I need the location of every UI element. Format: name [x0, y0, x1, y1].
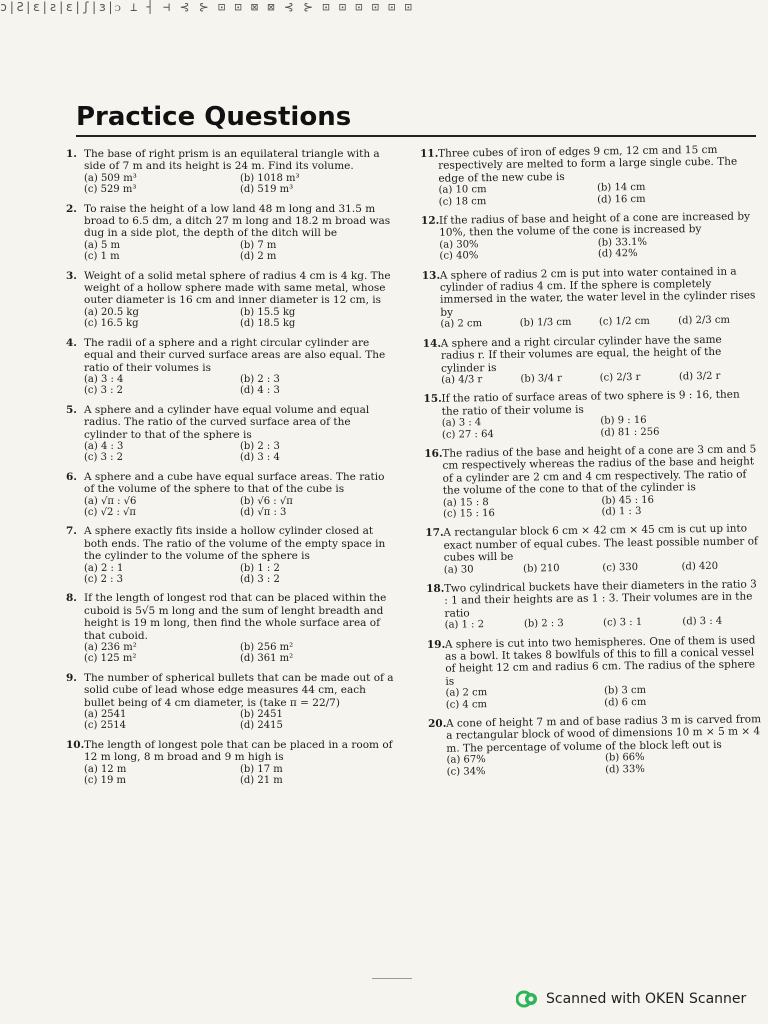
page-title: Practice Questions	[76, 102, 352, 132]
question-stem	[422, 265, 758, 319]
question-text: Two cylindrical buckets have their diameters in the ratio 3 : 1 and their heights are as 1 : 3. Their volumes are in the ratio	[444, 578, 757, 620]
question-number: 3.	[66, 269, 77, 282]
answer-options	[421, 181, 756, 208]
answer-option: (d) 81 : 256	[600, 426, 660, 439]
question-text: A sphere and a cylinder have equal volume and equal radius. The ratio of the curved surface area of the cylinder to that of the sphere is	[84, 403, 370, 441]
answer-options	[424, 413, 759, 440]
answer-options	[66, 764, 396, 787]
question-number: 15.	[423, 393, 442, 406]
answer-option: (b) 14 cm	[597, 182, 646, 194]
answer-option: (b) 3 cm	[604, 685, 647, 697]
question-item	[66, 404, 396, 464]
question-item	[66, 471, 396, 519]
question-item	[66, 525, 396, 585]
answer-options	[428, 751, 763, 778]
answer-option: (a) 10 cm	[438, 184, 487, 196]
answer-option: (b) 2451	[240, 709, 283, 721]
scanner-label: Scanned with OKEN Scanner	[546, 991, 747, 1007]
question-text: The radius of the base and height of a cone are 3 cm and 5 cm respectively whereas the radius of the base and height of a cylinder are 2 cm and 4 cm respectively. The ratio of the volume of the cone to that of the cylinder is	[442, 443, 757, 497]
answer-option: (c) 125 m²	[84, 653, 137, 665]
question-item	[66, 592, 396, 664]
answer-options	[66, 240, 396, 263]
answer-option: (c) 34%	[446, 765, 486, 778]
answer-option: (a) 2 cm	[440, 318, 483, 331]
question-item	[428, 713, 764, 778]
question-text: A rectangular block 6 cm × 42 cm × 45 cm is cut up into exact number of equal cubes. The least possible number of cubes will be	[443, 522, 758, 564]
answer-options	[66, 496, 396, 519]
question-text: A sphere exactly fits inside a hollow cylinder closed at both ends. The ratio of the volume of the empty space in the cylinder to the volume of the sphere is	[84, 525, 386, 563]
answer-option: (d) 18.5 kg	[240, 318, 296, 330]
answer-option: (a) 4 : 3	[84, 440, 124, 452]
question-number: 9.	[66, 671, 77, 684]
question-number: 8.	[66, 592, 77, 605]
answer-option: (d) 33%	[605, 763, 645, 776]
answer-option: (d) 420	[681, 560, 719, 572]
question-stem	[66, 270, 396, 307]
question-stem	[424, 443, 760, 497]
answer-option: (c) 18 cm	[438, 195, 487, 208]
answer-option: (d) 361 m²	[240, 653, 294, 665]
answer-options	[66, 709, 396, 732]
question-item	[423, 333, 759, 386]
answer-option: (d) 42%	[597, 248, 638, 260]
answer-option: (a) 67%	[446, 754, 486, 766]
answer-option: (a) 509 m³	[84, 172, 137, 184]
question-item	[66, 203, 396, 263]
answer-options	[66, 642, 396, 665]
question-item	[424, 443, 760, 520]
answer-option: (d) √π : 3	[240, 506, 287, 518]
question-text: Three cubes of iron of edges 9 cm, 12 cm and 15 cm respectively are melted to form a large single cube. The edge of the new cube is	[437, 143, 738, 185]
answer-option: (d) 519 m³	[240, 184, 294, 196]
answer-option: (c) 3 : 2	[84, 452, 124, 464]
question-stem	[66, 203, 396, 240]
answer-option: (b) 7 m	[240, 239, 277, 251]
answer-option: (d) 3/2 r	[678, 370, 721, 383]
answer-option: (c) 27 : 64	[441, 428, 494, 441]
answer-options	[428, 684, 763, 711]
question-text: Weight of a solid metal sphere of radius 4 cm is 4 kg. The weight of a hollow sphere made with same metal, whose outer diameter is 16 cm and inner diameter is 12 cm, is	[84, 269, 391, 307]
answer-option: (b) 45 : 16	[601, 494, 655, 507]
question-number: 13.	[421, 269, 441, 282]
question-item	[426, 578, 762, 631]
answer-option: (a) 2 cm	[445, 687, 488, 699]
answer-option: (c) 1 m	[84, 251, 120, 263]
question-text: The length of longest pole that can be placed in a room of 12 m long, 8 m broad and 9 m high is	[84, 738, 393, 764]
answer-option: (b) 256 m²	[240, 642, 294, 654]
answer-option: (d) 4 : 3	[240, 385, 280, 397]
answer-option: (a) 5 m	[84, 239, 120, 251]
header-strip: ɔ|Ƨ|ɛ|ƨ|ɛ|ʃ|ɜ|ᴐ ⊥ ┤ ⊣ ⊰ ⊱ ⊡ ⊡ ⊠ ⊠ ⊰ ⊱ ⊡ ⊡ ⊡ ⊡ ⊡ ⊡	[0, 0, 413, 14]
answer-options	[425, 493, 760, 520]
question-number: 16.	[424, 447, 443, 460]
title-divider	[76, 135, 756, 137]
answer-option: (b) 2 : 3	[240, 373, 280, 385]
question-number: 7.	[66, 525, 77, 538]
answer-option: (b) 1/3 cm	[519, 317, 572, 329]
answer-options	[66, 307, 396, 330]
question-item	[421, 210, 757, 262]
question-text: If the radius of base and height of a cone are increased by 10%, then the volume of the cone is increased by	[438, 210, 751, 240]
answer-option: (b) 2 : 3	[240, 440, 280, 452]
answer-option: (c) 3 : 1	[603, 617, 643, 629]
question-item	[66, 270, 396, 330]
answer-options	[66, 563, 396, 586]
question-stem	[66, 739, 396, 764]
question-number: 4.	[66, 336, 77, 349]
question-stem	[66, 148, 396, 173]
question-number: 2.	[66, 202, 77, 215]
question-text: The base of right prism is an equilateral triangle with a side of 7 m and its height is 24 m. Find its volume.	[84, 148, 380, 173]
question-number: 11.	[420, 147, 439, 160]
answer-option: (d) 21 m	[240, 775, 283, 787]
answer-option: (a) √π : √6	[84, 495, 137, 507]
answer-option: (b) 17 m	[240, 763, 283, 775]
answer-option: (a) 30%	[439, 239, 479, 251]
question-number: 12.	[420, 214, 440, 228]
question-stem	[66, 672, 396, 709]
answer-option: (d) 16 cm	[597, 193, 646, 206]
answer-option: (a) 2541	[84, 709, 127, 721]
answer-option: (b) 2 : 3	[523, 618, 564, 630]
answer-option: (a) 236 m²	[84, 642, 137, 654]
question-text: A sphere and a right circular cylinder have the same radius r. If their volumes are equal, the height of the cylinder is	[440, 333, 722, 375]
question-stem	[420, 143, 755, 185]
answer-options	[421, 235, 756, 262]
question-stem	[66, 471, 396, 496]
answer-option: (d) 3 : 4	[240, 452, 280, 464]
question-item	[420, 143, 756, 208]
answer-option: (b) 33.1%	[597, 236, 648, 249]
question-text: If the ratio of surface areas of two sphere is 9 : 16, then the ratio of their volume is	[441, 388, 740, 418]
question-text: The number of spherical bullets that can be made out of a solid cube of lead whose edge measures 44 cm, each bullet being of 4 cm diameter, is (take π = 22/7)	[84, 671, 394, 709]
question-number: 5.	[66, 403, 77, 416]
question-stem	[66, 592, 396, 642]
question-text: If the length of longest rod that can be placed within the cuboid is 5√5 m long and the sum of lenght breadth and height is 19 m long, then find the whole surface area of that cuboid.	[84, 592, 387, 642]
scanner-logo-icon	[516, 990, 538, 1008]
question-stem	[423, 333, 758, 375]
answer-option: (c) 2514	[84, 720, 127, 732]
answer-option: (a) 4/3 r	[441, 374, 483, 386]
answer-option: (c) 16.5 kg	[84, 318, 139, 330]
answer-option: (b) 210	[523, 562, 560, 575]
answer-option: (c) 529 m³	[84, 184, 137, 196]
question-stem	[426, 578, 761, 620]
answer-option: (d) 3 : 2	[240, 574, 280, 585]
answer-option: (c) 1/2 cm	[598, 316, 650, 328]
question-number: 10.	[66, 738, 85, 751]
answer-option: (b) 1 : 2	[240, 562, 280, 574]
question-stem	[427, 634, 763, 688]
question-number: 19.	[426, 638, 446, 651]
answer-option: (b) √6 : √π	[240, 495, 293, 507]
answer-option: (b) 15.5 kg	[240, 306, 296, 318]
answer-option: (c) 15 : 16	[443, 507, 495, 520]
question-number: 17.	[425, 527, 444, 540]
answer-options	[66, 173, 396, 196]
left-question-column	[66, 148, 396, 794]
question-text: The radii of a sphere and a right circular cylinder are equal and their curved surface areas are also equal. The ratio of their volumes is	[84, 336, 386, 374]
answer-options	[66, 374, 396, 397]
question-stem	[66, 525, 396, 562]
answer-option: (a) 3 : 4	[441, 417, 482, 429]
answer-option: (c) 2/3 r	[599, 371, 641, 384]
question-text: A sphere and a cube have equal surface areas. The ratio of the volume of the sphere to that of the cube is	[84, 470, 385, 496]
answer-option: (c) 4 cm	[445, 698, 488, 711]
answer-option: (c) 2 : 3	[84, 574, 124, 585]
answer-option: (c) 330	[602, 561, 639, 574]
answer-option: (a) 3 : 4	[84, 373, 124, 385]
footer-divider	[372, 978, 412, 979]
question-item	[66, 672, 396, 732]
question-number: 20.	[427, 717, 447, 731]
question-item	[66, 739, 396, 787]
answer-option: (b) 1018 m³	[240, 172, 300, 184]
question-stem	[66, 404, 396, 441]
answer-option: (a) 30	[443, 563, 474, 576]
question-number: 14.	[422, 337, 442, 350]
answer-option: (d) 2/3 cm	[678, 314, 731, 327]
question-number: 18.	[426, 582, 445, 595]
question-text: A sphere is cut into two hemispheres. One of them is used as a bowl. It takes 8 bowlfuls of this to fill a conical vessel of height 12 cm and radius 6 cm. The radius of the sphere is	[444, 633, 756, 688]
answer-options	[66, 441, 396, 464]
question-item	[425, 523, 761, 576]
answer-option: (d) 1 : 3	[601, 505, 642, 518]
question-item	[66, 337, 396, 397]
answer-option: (a) 15 : 8	[442, 496, 489, 509]
answer-option: (c) 40%	[439, 250, 479, 262]
question-item	[423, 389, 759, 441]
answer-option: (b) 9 : 16	[600, 414, 647, 427]
answer-option: (d) 2415	[240, 720, 283, 732]
question-number: 6.	[66, 470, 77, 483]
question-number: 1.	[66, 148, 77, 160]
question-item	[427, 634, 763, 711]
answer-option: (a) 20.5 kg	[84, 306, 139, 318]
scanner-watermark	[516, 990, 746, 1008]
question-stem	[425, 523, 760, 565]
question-text: A cone of height 7 m and of base radius 3 m is carved from a rectangular block of wood of dimensions 10 m × 5 m × 4 m. The percentage of volume of the block left out is	[445, 713, 762, 755]
answer-option: (c) 3 : 2	[84, 385, 124, 397]
question-stem	[66, 337, 396, 374]
answer-option: (c) 19 m	[84, 775, 126, 787]
question-item	[422, 265, 758, 331]
right-question-column	[420, 143, 764, 785]
answer-option: (b) 66%	[604, 752, 645, 764]
answer-option: (d) 3 : 4	[682, 616, 723, 628]
answer-option: (b) 3/4 r	[520, 372, 562, 385]
question-stem	[428, 713, 763, 755]
answer-option: (a) 2 : 1	[84, 562, 124, 574]
question-item	[66, 148, 396, 196]
question-text: A sphere of radius 2 cm is put into water contained in a cylinder of radius 4 cm. If the sphere is completely immersed in the water, the water level in the cylinder rises by	[439, 265, 756, 319]
answer-option: (d) 6 cm	[604, 696, 647, 709]
answer-option: (d) 2 m	[240, 251, 277, 263]
answer-option: (a) 12 m	[84, 763, 127, 775]
answer-option: (a) 1 : 2	[444, 619, 485, 631]
question-text: To raise the height of a low land 48 m long and 31.5 m broad to 6.5 dm, a ditch 27 m long and 18.2 m broad was dug in a side plot, the depth of the ditch will be	[84, 202, 391, 240]
answer-option: (c) √2 : √π	[84, 506, 136, 518]
